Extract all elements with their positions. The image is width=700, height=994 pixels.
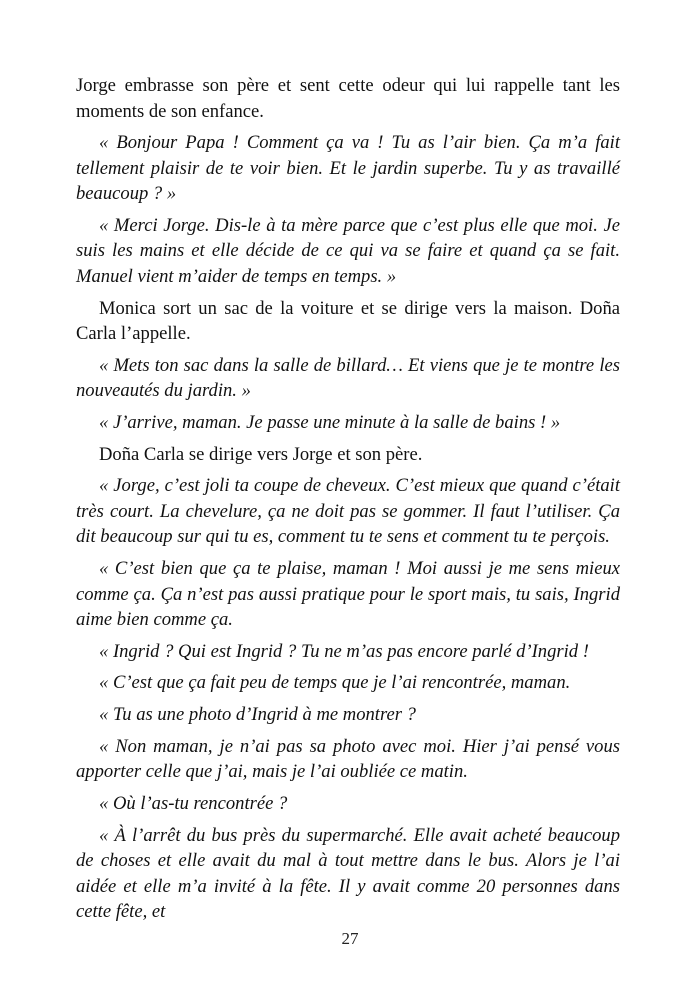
- paragraph: Jorge embrasse son père et sent cette odeur qui lui rappelle tant les moments de son enfance.: [76, 75, 620, 122]
- paragraph: « C’est bien que ça te plaise, maman ! Moi aussi je me sens mieux comme ça. Ça n’est pas aussi pratique pour le sport mais, tu sais, Ingrid aime bien comme ça.: [76, 558, 620, 630]
- paragraph: Doña Carla se dirige vers Jorge et son père.: [99, 443, 423, 465]
- paragraph: « Bonjour Papa ! Comment ça va ! Tu as l’air bien. Ça m’a fait tellement plaisir de te voir bien. Et le jardin superbe. Tu y as travaillé beaucoup ? »: [76, 132, 620, 205]
- paragraph: Monica sort un sac de la voiture et se dirige vers la maison. Doña Carla l’appelle.: [76, 297, 620, 345]
- paragraph: « J’arrive, maman. Je passe une minute à la salle de bains ! »: [99, 411, 561, 433]
- page-body: [76, 73, 620, 931]
- paragraph: « Ingrid ? Qui est Ingrid ? Tu ne m’as pas encore parlé d’Ingrid !: [99, 640, 589, 662]
- paragraph: « C’est que ça fait peu de temps que je l’ai rencontrée, maman.: [99, 672, 571, 694]
- page-number: 27: [341, 929, 359, 948]
- paragraph: « Tu as une photo d’Ingrid à me montrer ?: [99, 704, 416, 726]
- paragraph: « Merci Jorge. Dis-le à ta mère parce que c’est plus elle que moi. Je suis les mains et elle décide de ce qui va se faire et quand ça se fait. Manuel vient m’aider de temps en temps. »: [76, 214, 620, 287]
- paragraph: « Non maman, je n’ai pas sa photo avec moi. Hier j’ai pensé vous apporter celle que j’ai, mais je l’ai oubliée ce matin.: [76, 735, 620, 783]
- paragraph: « Mets ton sac dans la salle de billard… Et viens que je te montre les nouveautés du jardin. »: [76, 354, 620, 402]
- paragraph: « À l’arrêt du bus près du supermarché. Elle avait acheté beaucoup de choses et elle avait du mal à tout mettre dans le bus. Alors je l’ai aidée et elle m’a invité à la fête. Il y avait comme 20 personnes dans cette fête, et: [76, 824, 620, 923]
- paragraph: « Jorge, c’est joli ta coupe de cheveux. C’est mieux que quand c’était très court. La chevelure, ça ne doit pas se gommer. Il faut l’utiliser. Ça dit beaucoup sur qui tu es, comment tu te sens et comment tu te perçois.: [76, 475, 620, 548]
- paragraph: « Où l’as-tu rencontrée ?: [99, 792, 288, 814]
